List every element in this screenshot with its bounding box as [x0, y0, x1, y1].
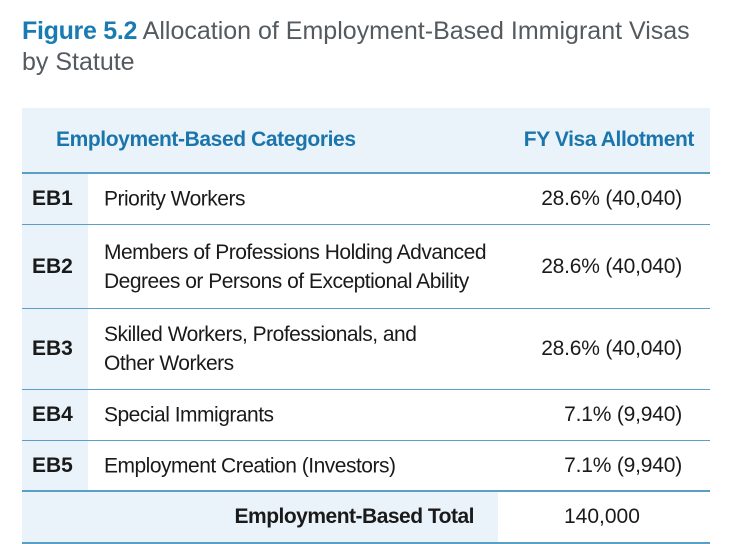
row-allotment: 28.6% (40,040): [541, 337, 682, 360]
total-value: 140,000: [564, 505, 640, 528]
table-row: [22, 441, 710, 492]
figure-label: Figure 5.2: [22, 17, 138, 45]
table-row: [22, 174, 710, 225]
row-description: Special Immigrants: [104, 403, 274, 427]
row-description: Employment Creation (Investors): [104, 454, 396, 477]
table-row: [22, 225, 710, 309]
row-code-cell: [22, 174, 88, 224]
row-description: Priority Workers: [104, 187, 245, 211]
figure-title: [22, 16, 722, 78]
row-code-cell: [22, 309, 88, 389]
header-allotment: FY Visa Allotment: [523, 128, 694, 151]
row-code: EB5: [32, 453, 73, 477]
visa-allocation-table: [22, 108, 710, 544]
row-allotment: 28.6% (40,040): [541, 254, 682, 278]
total-row: [22, 492, 710, 544]
row-code-cell: [22, 225, 88, 308]
total-label-cell: [22, 492, 498, 542]
row-code: EB3: [32, 337, 73, 360]
row-allotment: 7.1% (9,940): [564, 453, 682, 477]
figure-caption: Allocation of Employment-Based Immigrant Visas by Statute: [22, 17, 690, 76]
header-categories: Employment-Based Categories: [56, 128, 356, 151]
row-code: EB2: [32, 254, 73, 278]
table-row: [22, 309, 710, 390]
row-allotment: 28.6% (40,040): [541, 187, 682, 210]
row-allotment: 7.1% (9,940): [564, 403, 682, 426]
table-row: [22, 390, 710, 441]
row-description: Members of Professions Holding Advanced Degrees or Persons of Exceptional Ability: [104, 240, 487, 293]
row-code-cell: [22, 441, 88, 490]
row-code: EB4: [32, 403, 73, 426]
row-code-cell: [22, 390, 88, 440]
table-header: [22, 108, 710, 174]
row-code: EB1: [32, 187, 73, 210]
total-label: Employment-Based Total: [234, 505, 474, 528]
row-description: Skilled Workers, Professionals, and Other Workers: [104, 323, 417, 375]
